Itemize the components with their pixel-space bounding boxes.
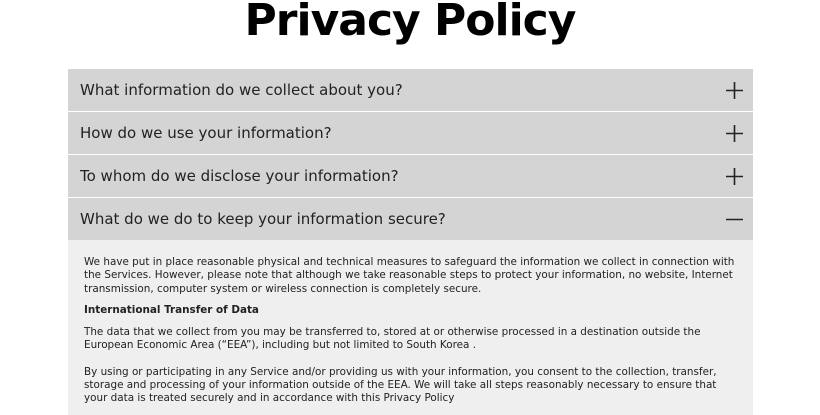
minus-icon[interactable] bbox=[726, 211, 743, 228]
accordion-item bbox=[68, 69, 753, 111]
accordion-header-collect[interactable] bbox=[68, 69, 753, 111]
transfer-paragraph: The data that we collect from you may be transferred to, stored at or otherwise processed in a destination outside the European Economic Area (“EEA”), including but not limited to South Korea . bbox=[84, 326, 701, 352]
accordion-header-secure[interactable] bbox=[68, 198, 753, 240]
accordion-question: What information do we collect about you? bbox=[80, 81, 403, 99]
plus-icon[interactable] bbox=[726, 168, 743, 185]
accordion-question: To whom do we disclose your information? bbox=[80, 167, 399, 185]
page-title: Privacy Policy bbox=[244, 0, 576, 46]
accordion-question: What do we do to keep your information secure? bbox=[80, 210, 446, 228]
sub-heading: International Transfer of Data bbox=[84, 303, 259, 316]
faq-accordion bbox=[68, 69, 753, 415]
accordion-item bbox=[68, 154, 753, 197]
accordion-question: How do we use your information? bbox=[80, 124, 332, 142]
accordion-header-use[interactable] bbox=[68, 112, 753, 154]
accordion-panel-secure bbox=[68, 240, 753, 415]
plus-icon[interactable] bbox=[726, 82, 743, 99]
accordion-item bbox=[68, 111, 753, 154]
consent-paragraph: By using or participating in any Service and/or providing us with your information, you consent to the collection, transfer, storage and processing of your information outside of the EEA. We will take all steps reasonably necessary to ensure that your data is treated securely and in accordance with this Privacy Policy bbox=[84, 365, 717, 405]
security-paragraph: We have put in place reasonable physical and technical measures to safeguard the information we collect in connection with the Services. However, please note that although we take reasonable steps to protect your information, no website, Internet transmission, computer system or wireless connection is completely secure. bbox=[84, 256, 735, 295]
accordion-item bbox=[68, 197, 753, 415]
accordion-header-disclose[interactable] bbox=[68, 155, 753, 197]
plus-icon[interactable] bbox=[726, 125, 743, 142]
